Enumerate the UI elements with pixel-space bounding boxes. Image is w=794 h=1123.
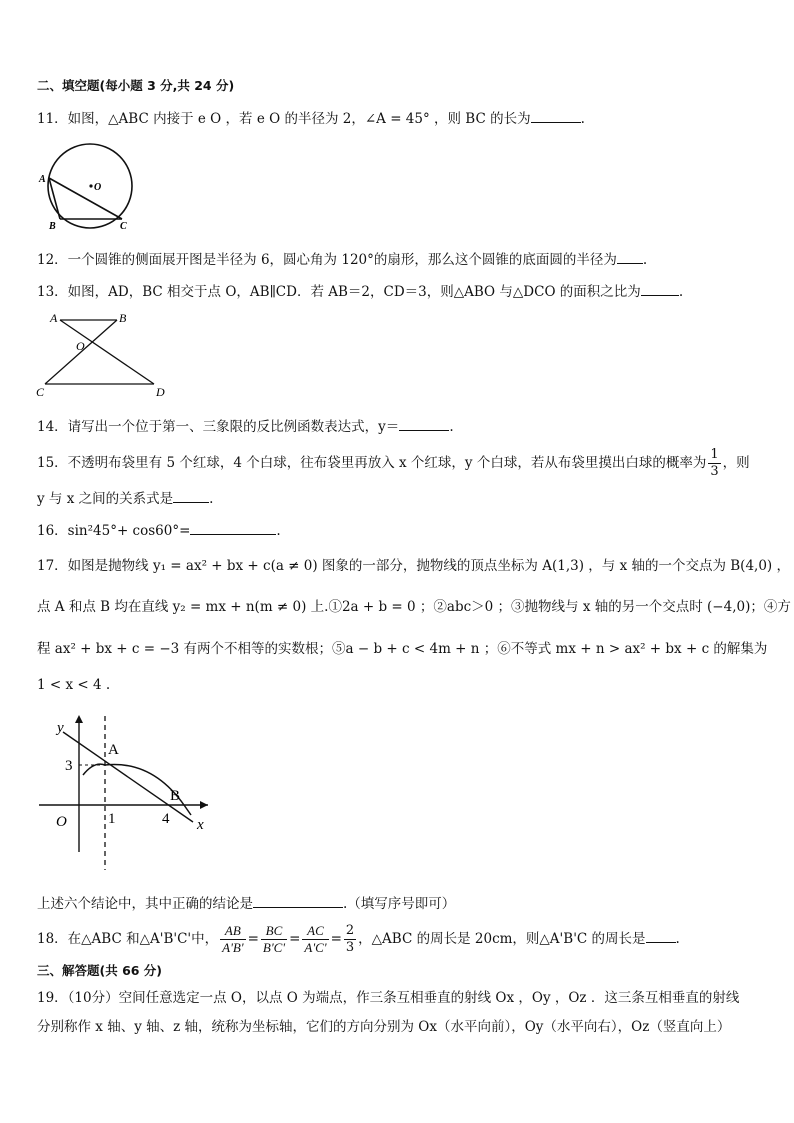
answer-blank-14[interactable] — [399, 416, 449, 431]
question-15-end: . — [209, 491, 214, 507]
question-15-text-a: 15．不透明布袋里有 5 个红球，4 个白球，往布袋里再放入 x 个红球，y 个白球，若从布袋里摸出白球的概率为 — [37, 455, 707, 471]
question-11 — [37, 108, 585, 128]
ratio-ac — [302, 923, 328, 956]
parabola-graph — [34, 712, 224, 880]
probability-fraction — [708, 447, 720, 480]
question-11-text: 11．如图，△ABC 内接于 e O ，若 e O 的半径为 2，∠A = 45° ，则 BC 的长为 — [37, 111, 531, 127]
label-c: C — [36, 385, 45, 399]
tick-3: 3 — [65, 758, 73, 774]
equals-1: = — [247, 931, 259, 947]
label-d: D — [156, 385, 165, 399]
answer-blank-12[interactable] — [617, 249, 643, 264]
answer-blank-18[interactable] — [646, 928, 676, 943]
question-19-line-1: 19．（10分）空间任意选定一点 O，以点 O 为端点，作三条互相垂直的射线 Ox ，Oy ，Oz ．这三条互相垂直的射线 — [37, 990, 740, 1006]
answer-blank-16[interactable] — [190, 520, 276, 535]
question-18-end: . — [675, 931, 680, 947]
circle-figure — [34, 142, 139, 234]
question-17-line-2: 点 A 和点 B 均在直线 y₂ = mx + n(m ≠ 0) 上.①2a + b = 0 ；②abc＞0 ；③抛物线与 x 轴的另一个交点时 (−4,0)；④方 — [37, 599, 791, 615]
label-o: O — [94, 182, 102, 193]
label-o: O — [76, 339, 85, 353]
answer-blank-11[interactable] — [531, 108, 581, 123]
question-16-end: . — [276, 523, 281, 539]
ratio-bc-denominator: B'C' — [262, 940, 286, 955]
point-b-label: B — [170, 788, 181, 804]
answer-blank-13[interactable] — [641, 281, 679, 296]
answer-blank-15[interactable] — [173, 488, 209, 503]
section-3-title: 三、解答题(共 66 分) — [37, 963, 163, 978]
ratio-ab — [220, 923, 245, 956]
fraction-numerator: 1 — [710, 447, 719, 462]
question-14 — [37, 416, 454, 436]
answer-blank-17[interactable] — [253, 893, 343, 908]
ratio-value — [344, 923, 356, 956]
line-y2 — [63, 732, 193, 822]
question-13 — [37, 281, 683, 301]
ratio-value-numerator: 2 — [345, 923, 355, 938]
question-16 — [37, 520, 281, 540]
question-17-line-1: 17．如图是抛物线 y₁ = ax² + bx + c(a ≠ 0) 图象的一部分，抛物线的顶点坐标为 A(1,3) ，与 x 轴的一个交点为 B(4,0) ， — [37, 558, 790, 574]
question-15-line-2 — [37, 488, 213, 508]
equals-2: = — [289, 931, 301, 947]
question-18 — [37, 919, 680, 959]
question-16-text: 16．sin²45°+ cos60°= — [37, 523, 191, 539]
label-b: B — [119, 311, 127, 325]
question-14-end: . — [449, 419, 454, 435]
question-13-end: . — [678, 284, 684, 300]
label-c: C — [120, 221, 127, 232]
question-12-end: . — [642, 252, 648, 268]
tick-4: 4 — [162, 811, 170, 827]
origin-label: O — [56, 814, 67, 830]
question-17-conclusion — [37, 893, 455, 913]
question-17-conclusion-text: 上述六个结论中，其中正确的结论是 — [37, 896, 253, 912]
question-17-conclusion-end: .（填写序号即可） — [343, 896, 456, 912]
question-15-text-b: ，则 — [722, 455, 750, 471]
equals-3: = — [330, 931, 342, 947]
question-12 — [37, 249, 647, 269]
point-a-label: A — [108, 742, 119, 758]
ratio-ab-denominator: A'B' — [222, 940, 244, 955]
question-18-text-b: ，△ABC 的周长是 20cm，则△A'B'C 的周长是 — [358, 931, 646, 947]
label-a: A — [50, 311, 58, 325]
label-a: A — [39, 174, 46, 185]
ratio-bc — [261, 923, 287, 956]
ratio-ab-numerator: AB — [220, 923, 245, 940]
question-12-text: 12．一个圆锥的侧面展开图是半径为 6，圆心角为 120°的扇形，那么这个圆锥的底面圆的半径为 — [37, 252, 617, 268]
question-17-line-4: 1 < x < 4 . — [37, 677, 111, 693]
fraction-denominator: 3 — [710, 464, 719, 479]
question-14-text: 14．请写出一个位于第一、三象限的反比例函数表达式，y＝ — [37, 419, 400, 435]
hourglass-figure — [34, 308, 174, 400]
section-2-title: 二、填空题(每小题 3 分,共 24 分) — [37, 78, 235, 93]
ratio-bc-numerator: BC — [261, 923, 287, 940]
question-17-line-3: 程 ax² + bx + c = −3 有两个不相等的实数根；⑤a − b + c < 4m + n ；⑥不等式 mx + n > ax² + bx + c 的解集为 — [37, 641, 768, 657]
tick-1: 1 — [108, 811, 116, 827]
question-18-text-a: 18．在△ABC 和△A'B'C'中， — [37, 931, 219, 947]
question-19-line-2: 分别称作 x 轴、y 轴、z 轴，统称为坐标轴，它们的方向分别为 Ox（水平向前），Oy（水平向右），Oz（竖直向上） — [37, 1019, 731, 1035]
ratio-ac-denominator: A'C' — [304, 940, 327, 955]
ratio-value-denominator: 3 — [345, 940, 355, 955]
y-axis-label: y — [57, 720, 64, 736]
label-b: B — [49, 221, 56, 232]
x-axis-arrow — [200, 801, 208, 809]
question-13-text: 13．如图，AD，BC 相交于点 O，AB∥CD．若 AB＝2，CD＝3，则△ABO 与△DCO 的面积之比为 — [37, 284, 641, 300]
ratio-ac-numerator: AC — [302, 923, 328, 940]
y-axis-arrow — [75, 715, 83, 723]
segment-ac — [49, 178, 122, 219]
question-11-end: . — [580, 111, 585, 127]
x-axis-label: x — [197, 817, 204, 833]
center-dot — [89, 184, 92, 187]
question-15-line-1 — [37, 446, 750, 480]
question-15-text-c: y 与 x 之间的关系式是 — [37, 491, 174, 507]
